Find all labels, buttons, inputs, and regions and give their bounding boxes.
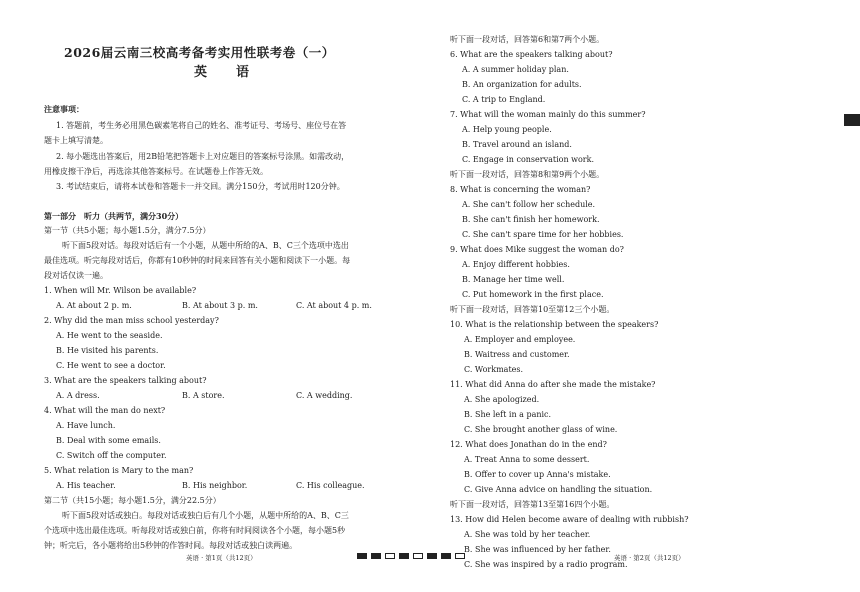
question-stem: 7. What will the woman mainly do this summer? <box>450 110 646 119</box>
option: A. She can't follow her schedule. <box>462 200 596 209</box>
hollow-square-mark <box>385 553 395 559</box>
part1-heading: 第一部分 听力（共两节，满分30分） <box>44 211 184 221</box>
option: B. Deal with some emails. <box>56 436 161 445</box>
option: A. A summer holiday plan. <box>462 65 569 74</box>
question-stem: 1. When will Mr. Wilson be available? <box>44 286 197 295</box>
option: B. Travel around an island. <box>462 140 572 149</box>
option: C. Engage in conservation work. <box>462 155 595 164</box>
notice-line: 用橡皮擦干净后，再选涂其他答案标号。在试题卷上作答无效。 <box>44 167 268 176</box>
option: B. Waitress and customer. <box>464 350 570 359</box>
option: C. Put homework in the first place. <box>462 290 604 299</box>
edge-registration-mark <box>844 114 860 126</box>
filled-square-mark <box>427 553 437 559</box>
question-stem: 8. What is concerning the woman? <box>450 185 591 194</box>
option: A. He went to the seaside. <box>56 331 163 340</box>
option: C. He went to see a doctor. <box>56 361 166 370</box>
section2-instruction: 钟；听完后，各小题将给出5秒钟的作答时间。每段对话或独白读两遍。 <box>44 541 298 550</box>
option: A. She apologized. <box>464 395 540 404</box>
option: A. Help young people. <box>462 125 552 134</box>
option: A. Employer and employee. <box>464 335 576 344</box>
footer-page-number-left: 英语 · 第1页（共12页） <box>186 554 257 562</box>
option: C. Give Anna advice on handling the situation. <box>464 485 653 494</box>
filled-square-mark <box>371 553 381 559</box>
notice-heading: 注意事项： <box>44 104 84 114</box>
option: A. She was told by her teacher. <box>464 530 591 539</box>
option: C. Switch off the computer. <box>56 451 167 460</box>
option: A. Treat Anna to some dessert. <box>464 455 590 464</box>
option: A. At about 2 p. m. <box>56 301 132 310</box>
option: A. Enjoy different hobbies. <box>462 260 570 269</box>
filled-square-mark <box>441 553 451 559</box>
question-stem: 9. What does Mike suggest the woman do? <box>450 245 624 254</box>
dialogue-intro: 听下面一段对话，回答第13至第16四个小题。 <box>450 500 615 509</box>
option: C. A trip to England. <box>462 95 546 104</box>
section2-heading: 第二节（共15小题；每小题1.5分，满分22.5分） <box>44 496 221 505</box>
filled-square-mark <box>357 553 367 559</box>
option: B. She can't finish her homework. <box>462 215 600 224</box>
question-stem: 10. What is the relationship between the speakers? <box>450 320 659 329</box>
option: C. She was inspired by a radio program. <box>464 560 628 569</box>
option: C. She brought another glass of wine. <box>464 425 618 434</box>
subject-title: 英 语 <box>194 65 258 80</box>
section1-instruction: 最佳选项。听完每段对话后，你都有10秒钟的时间来回答有关小题和阅读下一小题。每 <box>44 256 351 265</box>
option: C. His colleague. <box>296 481 365 490</box>
section1-instruction: 听下面5段对话。每段对话后有一个小题，从题中所给的A、B、C三个选项中选出 <box>62 241 349 250</box>
question-stem: 4. What will the man do next? <box>44 406 166 415</box>
section2-instruction: 听下面5段对话或独白。每段对话或独白后有几个小题，从题中所给的A、B、C三 <box>62 511 349 520</box>
question-stem: 12. What does Jonathan do in the end? <box>450 440 607 449</box>
option: B. An organization for adults. <box>462 80 582 89</box>
question-stem: 5. What relation is Mary to the man? <box>44 466 194 475</box>
option: B. He visited his parents. <box>56 346 159 355</box>
filled-square-mark <box>399 553 409 559</box>
option: B. A store. <box>182 391 225 400</box>
dialogue-intro: 听下面一段对话，回答第8和第9两个小题。 <box>450 170 605 179</box>
section1-instruction: 段对话仅读一遍。 <box>44 271 108 280</box>
option: A. His teacher. <box>56 481 116 490</box>
option: B. Manage her time well. <box>462 275 565 284</box>
question-stem: 11. What did Anna do after she made the mistake? <box>450 380 656 389</box>
exam-title: 2026届云南三校高考备考实用性联考卷（一） <box>64 45 335 60</box>
hollow-square-mark <box>455 553 465 559</box>
option: B. His neighbor. <box>182 481 248 490</box>
option: C. She can't spare time for her hobbies. <box>462 230 624 239</box>
notice-line: 1. 答题前，考生务必用黑色碳素笔将自己的姓名、准考证号、考场号、座位号在答 <box>56 121 347 130</box>
hollow-square-mark <box>413 553 423 559</box>
option: A. A dress. <box>56 391 100 400</box>
option: C. Workmates. <box>464 365 524 374</box>
option: C. At about 4 p. m. <box>296 301 372 310</box>
section2-instruction: 个选项中选出最佳选项。听每段对话或独白前，你将有时间阅读各个小题，每小题5秒 <box>44 526 346 535</box>
section1-heading: 第一节（共5小题；每小题1.5分，满分7.5分） <box>44 226 211 235</box>
option: B. Offer to cover up Anna's mistake. <box>464 470 611 479</box>
footer-page-number-right: 英语 · 第2页（共12页） <box>614 554 685 562</box>
option: B. She was influenced by her father. <box>464 545 611 554</box>
dialogue-intro: 听下面一段对话，回答第6和第7两个小题。 <box>450 35 605 44</box>
notice-line: 题卡上填写清楚。 <box>44 136 108 145</box>
option: A. Have lunch. <box>56 421 116 430</box>
question-stem: 13. How did Helen become aware of dealing with rubbish? <box>450 515 689 524</box>
question-stem: 2. Why did the man miss school yesterday? <box>44 316 219 325</box>
question-stem: 6. What are the speakers talking about? <box>450 50 613 59</box>
notice-line: 3. 考试结束后，请将本试卷和答题卡一并交回。满分150分，考试用时120分钟。 <box>56 182 345 191</box>
option: B. At about 3 p. m. <box>182 301 258 310</box>
question-stem: 3. What are the speakers talking about? <box>44 376 207 385</box>
registration-marks <box>357 553 465 559</box>
option: C. A wedding. <box>296 391 353 400</box>
option: B. She left in a panic. <box>464 410 552 419</box>
dialogue-intro: 听下面一段对话，回答第10至第12三个小题。 <box>450 305 615 314</box>
notice-line: 2. 每小题选出答案后，用2B铅笔把答题卡上对应题目的答案标号涂黑。如需改动， <box>56 152 350 161</box>
